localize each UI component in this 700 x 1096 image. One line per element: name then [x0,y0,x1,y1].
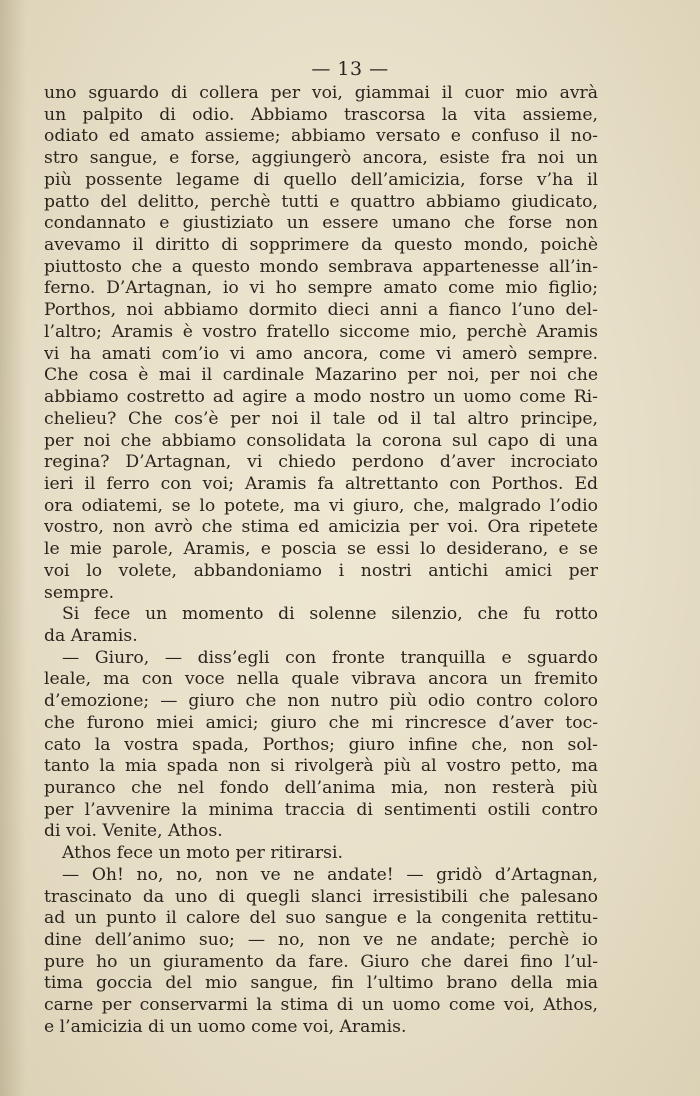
text-line: regina? D’Artagnan, vi chiedo perdono d’aver incrociato [44,452,598,473]
text-line: di voi. Venite, Athos. [44,821,223,842]
text-line: condannato e giustiziato un essere umano che forse non [44,213,598,234]
text-line: sempre. [44,582,115,603]
text-line: che furono miei amici; giuro che mi rincresce d’aver toc- [44,712,598,733]
text-line: ad un punto il calore del suo sangue e la congenita rettitu- [44,908,598,929]
text-line: dine dell’animo suo; — no, non ve ne andate; perchè io [44,930,598,951]
text-line: avevamo il diritto di sopprimere da questo mondo, poichè [44,235,598,256]
text-line: un palpito di odio. Abbiamo trascorsa la vita assieme, [44,104,598,125]
text-line: Porthos, noi abbiamo dormito dieci anni a fianco l’uno del- [44,300,598,321]
text-line: abbiamo costretto ad agire a modo nostro un uomo come Ri- [44,387,598,408]
text-line: d’emozione; — giuro che non nutro più odio contro coloro [44,691,598,712]
body-text [44,83,598,1039]
text-line: voi lo volete, abbandoniamo i nostri antichi amici per [44,560,598,581]
text-line: pure ho un giuramento da fare. Giuro che darei fino l’ul- [44,951,598,972]
text-line: vi ha amati com’io vi amo ancora, come vi amerò sempre. [44,343,598,364]
text-line: — Oh! no, no, non ve ne andate! — gridò d’Artagnan, [62,864,598,885]
text-line: ora odiatemi, se lo potete, ma vi giuro, che, malgrado l’odio [44,495,598,516]
text-line: carne per conservarmi la stima di un uomo come voi, Athos, [44,995,598,1016]
text-line: stro sangue, e forse, aggiungerò ancora, esiste fra noi un [44,148,598,169]
page-number: — 13 — [311,58,389,80]
page-gutter-shadow [0,0,26,1096]
text-line: per noi che abbiamo consolidata la corona sul capo di una [44,430,598,451]
text-line: tanto la mia spada non si rivolgerà più al vostro petto, ma [44,756,598,777]
text-line: cato la vostra spada, Porthos; giuro infine che, non sol- [44,734,598,755]
text-line: vostro, non avrò che stima ed amicizia per voi. Ora ripetete [44,517,598,538]
text-line: uno sguardo di collera per voi, giammai il cuor mio avrà [44,83,598,103]
text-line: l’altro; Aramis è vostro fratello siccome mio, perchè Aramis [44,321,598,342]
text-line: ferno. D’Artagnan, io vi ho sempre amato come mio figlio; [44,278,598,299]
text-line: puranco che nel fondo dell’anima mia, non resterà più [44,778,598,798]
text-line: odiato ed amato assieme; abbiamo versato e confuso il no- [44,126,598,147]
text-line: trascinato da uno di quegli slanci irresistibili che palesano [44,886,598,907]
text-line: da Aramis. [44,625,138,646]
text-line: più possente legame di quello dell’amicizia, forse v’ha il [44,169,598,190]
text-line: Che cosa è mai il cardinale Mazarino per noi, per noi che [44,365,598,386]
text-line: tima goccia del mio sangue, fin l’ultimo brano della mia [44,973,598,994]
text-line: — Giuro, — diss’egli con fronte tranquilla e sguardo [62,647,598,668]
text-line: Athos fece un moto per ritirarsi. [62,843,343,864]
text-line: Si fece un momento di solenne silenzio, che fu rotto [62,604,598,625]
text-line: piuttosto che a questo mondo sembrava appartenesse all’in- [44,256,598,277]
text-line: leale, ma con voce nella quale vibrava ancora un fremito [44,669,598,690]
text-line: patto del delitto, perchè tutti e quattro abbiamo giudicato, [44,191,598,212]
text-line: le mie parole, Aramis, e poscia se essi lo desiderano, e se [44,539,598,560]
text-line: per l’avvenire la minima traccia di sentimenti ostili contro [44,799,598,820]
text-line: ieri il ferro con voi; Aramis fa altrettanto con Porthos. Ed [44,473,598,494]
text-line: chelieu? Che cos’è per noi il tale od il tal altro principe, [44,408,598,429]
text-line: e l’amicizia di un uomo come voi, Aramis. [44,1016,407,1037]
